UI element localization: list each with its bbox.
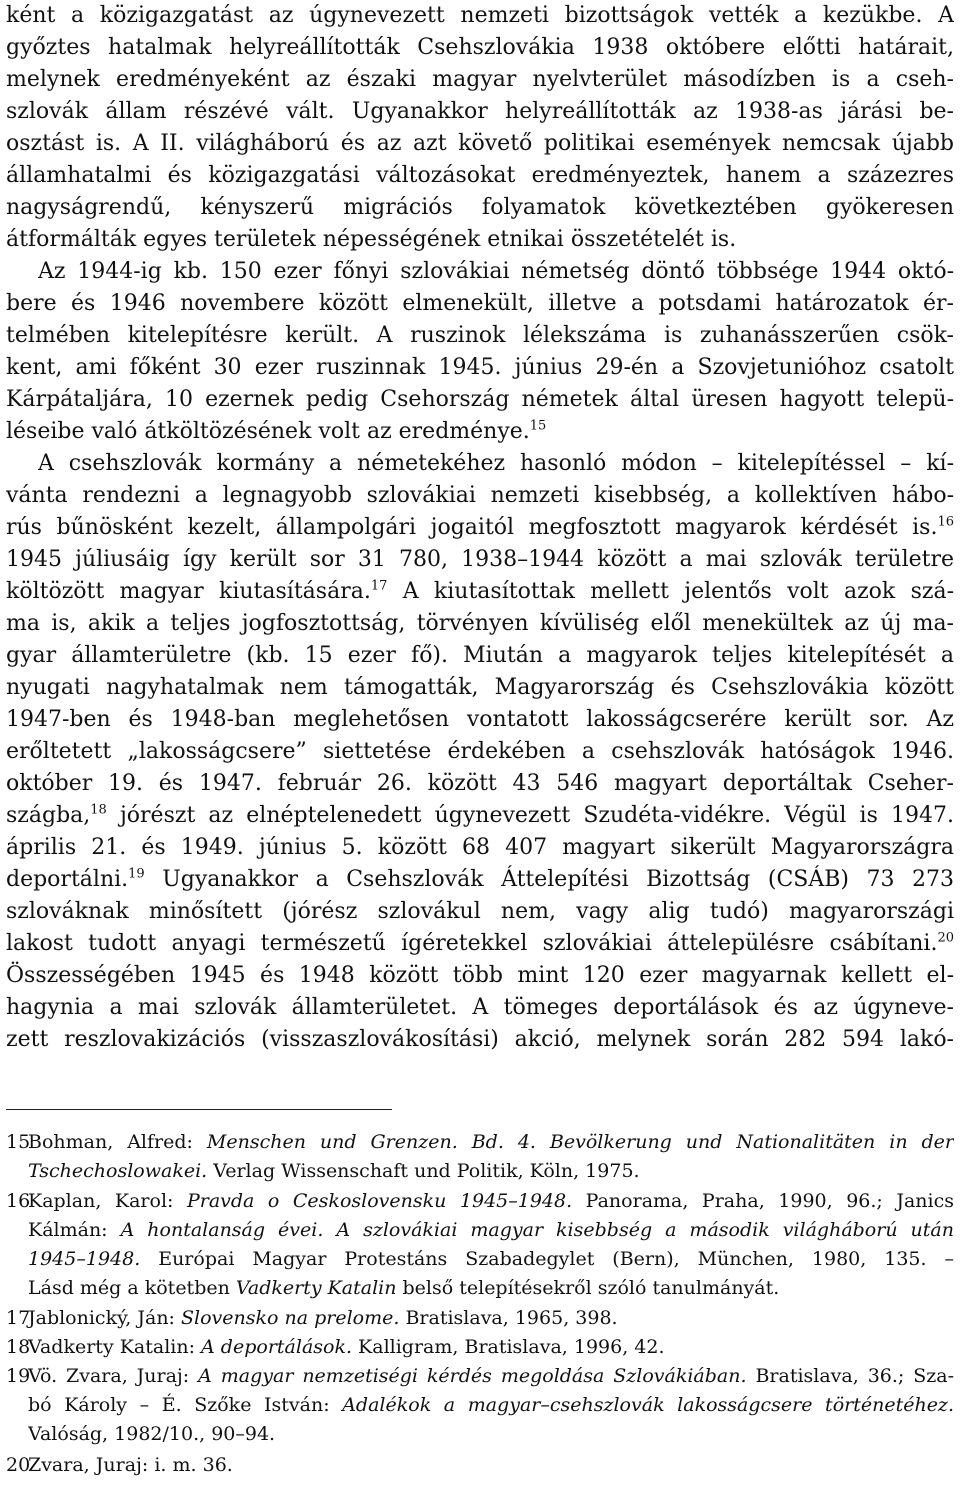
- footnote-title: A hontalanság évei. A szlovákiai magyar kisebbség a második világháború után: [120, 1219, 954, 1241]
- body-line: [6, 512, 954, 544]
- footnote-text: Kalligram, Bratislava, 1996, 42.: [352, 1336, 665, 1358]
- footnote-title: Pravda o Ceskoslovensku 1945–1948.: [186, 1190, 573, 1212]
- footnote-16-cont: [28, 1245, 954, 1274]
- body-line: [6, 576, 954, 608]
- footnote-number: 15: [6, 1131, 31, 1153]
- footnote-ref-15[interactable]: 15: [529, 418, 547, 434]
- footnote-ref-18[interactable]: 18: [90, 802, 107, 818]
- body-line-text: költözött magyar kiutasítására.: [6, 579, 371, 604]
- footnote-text: Kálmán:: [28, 1219, 121, 1241]
- footnote-17: [6, 1304, 954, 1333]
- footnote-title: Vadkerty Katalin: [235, 1277, 397, 1299]
- body-line: osztást is. A II. világháború és az azt követő politikai események nemcsak újabb: [6, 131, 954, 156]
- footnote-20: [6, 1451, 954, 1480]
- body-line: Kárpátaljára, 10 ezernek pedig Csehország németek által üresen hagyott telepü-: [6, 387, 954, 412]
- body-line: A csehszlovák kormány a németekéhez hasonló módon – kitelepítéssel – kí-: [38, 451, 954, 476]
- footnote-number: 17: [6, 1307, 31, 1329]
- footnote-text: Lásd még a kötetben: [28, 1277, 236, 1299]
- body-line: győztes hatalmak helyreállították Csehszlovákia 1938 októbere előtti határait,: [6, 35, 954, 60]
- footnote-ref-17[interactable]: 17: [370, 578, 388, 594]
- footnote-16-cont: [28, 1216, 954, 1245]
- body-line-text: A kiutasítottak mellett jelentős volt azok szá-: [387, 579, 954, 604]
- footnote-title: A deportálások.: [201, 1336, 353, 1358]
- footnote-text: Európai Magyar Protestáns Szabadegylet (Bern), München, 1980, 135. –: [140, 1248, 954, 1270]
- body-line: nagyságrendű, kényszerű migrációs folyamatok következtében gyökeresen: [6, 195, 954, 220]
- body-line: ként a közigazgatást az úgynevezett nemzeti bizottságok vették a kezükbe. A: [6, 3, 954, 28]
- footnote-text: belső telepítésekről szóló tanulmányát.: [396, 1277, 780, 1299]
- footnote-19: [6, 1362, 954, 1391]
- body-line: 1947-ben és 1948-ban meglehetősen vontatott lakosságcserére került sor. Az: [6, 707, 954, 732]
- body-line: hagynia a mai szlovák államterületet. A tömeges deportálások és az úgyneve-: [6, 995, 954, 1020]
- body-line: vánta rendezni a legnagyobb szlovákiai nemzeti kisebbség, a kollektíven hábo-: [6, 483, 954, 508]
- body-line: kent, ami főként 30 ezer ruszinnak 1945. június 29-én a Szovjetunióhoz csatolt: [6, 355, 954, 380]
- body-line-text: léseibe való átköltözésének volt az eredménye.: [6, 419, 530, 444]
- body-line: [6, 928, 954, 960]
- footnote-number: 18: [6, 1336, 31, 1358]
- footnote-text: Kaplan, Karol:: [28, 1190, 187, 1212]
- footnote-16: [6, 1187, 954, 1216]
- body-line-text: rús bűnösként kezelt, állampolgári jogaitól megfosztott magyarok kérdését is.: [6, 515, 938, 540]
- footnote-title: Slovensko na prelome.: [181, 1307, 400, 1329]
- footnote-text: Bratislava, 1965, 398.: [399, 1307, 618, 1329]
- body-line: telmében kitelepítésre került. A ruszinok lélekszáma is zuhanásszerűen csök-: [6, 323, 954, 348]
- body-line: Az 1944-ig kb. 150 ezer főnyi szlovákiai németség döntő többsége 1944 októ-: [38, 259, 954, 284]
- footnote-15-cont: [28, 1157, 954, 1186]
- footnote-number: 16: [6, 1190, 31, 1212]
- footnote-title: Adalékok a magyar–csehszlovák lakosságcsere történetéhez.: [342, 1394, 954, 1416]
- footnote-text: bó Károly – É. Szőke István:: [28, 1394, 343, 1416]
- body-line-text: szágba,: [6, 803, 91, 828]
- body-line-text: jórészt az elnéptelenedett úgynevezett Szudéta-vidékre. Végül is 1947.: [106, 803, 954, 828]
- body-line: [6, 416, 954, 448]
- body-line: bere és 1946 novembere között elmenekült, illetve a potsdami határozatok ér-: [6, 291, 954, 316]
- footnote-divider: [6, 1109, 392, 1110]
- footnote-text: Bohman, Alfred:: [28, 1131, 207, 1153]
- footnote-number: 19: [6, 1365, 31, 1387]
- body-line-text: Ugyanakkor a Csehszlovák Áttelepítési Bizottság (CSÁB) 73 273: [144, 867, 954, 892]
- footnote-title: Tschechoslowakei.: [28, 1160, 208, 1182]
- footnote-text: Panorama, Praha, 1990, 96.; Janics: [572, 1190, 954, 1212]
- body-line: ma is, akik a teljes jogfosztottság, törvényen kívüliség elől menekültek az új ma-: [6, 611, 954, 636]
- body-line: nyugati nagyhatalmak nem támogatták, Magyarország és Csehszlovákia között: [6, 675, 954, 700]
- footnote-text: Vadkerty Katalin:: [28, 1336, 202, 1358]
- footnote-title: A magyar nemzetiségi kérdés megoldása Szlovákiában.: [198, 1365, 747, 1387]
- body-line: államhatalmi és közigazgatási változásokat eredményeztek, hanem a százezres: [6, 163, 954, 188]
- body-line: zett reszlovakizációs (visszaszlovákosítási) akció, melynek során 282 594 lakó-: [6, 1027, 954, 1052]
- body-line: Összességében 1945 és 1948 között több mint 120 ezer magyarnak kellett el-: [6, 963, 954, 988]
- footnote-text: Zvara, Juraj: i. m. 36.: [28, 1454, 233, 1476]
- footnote-text: Verlag Wissenschaft und Politik, Köln, 1975.: [207, 1160, 640, 1182]
- footnote-ref-19[interactable]: 19: [128, 866, 145, 882]
- body-line: melynek eredményeként az északi magyar nyelvterület másodízben is a cseh-: [6, 67, 954, 92]
- footnote-18: [6, 1333, 954, 1362]
- body-line-text: lakost tudott anyagi természetű ígéretekkel szlovákiai áttelepülésre csábítani.: [6, 931, 938, 956]
- body-line: gyar államterületre (kb. 15 ezer fő). Miután a magyarok teljes kitelepítését a: [6, 643, 954, 668]
- footnote-ref-16[interactable]: 16: [937, 514, 954, 530]
- body-line: [6, 864, 954, 896]
- footnote-text: Bratislava, 36.; Sza-: [746, 1365, 954, 1387]
- footnote-title: 1945–1948.: [28, 1248, 141, 1270]
- body-line: [6, 800, 954, 832]
- body-line: szlováknak minősített (jórész szlovákul nem, vagy alig tudó) magyarországi: [6, 899, 954, 924]
- footnote-ref-20[interactable]: 20: [937, 930, 954, 946]
- body-line: szlovák állam részévé vált. Ugyanakkor helyreállították az 1938-as járási be-: [6, 99, 954, 124]
- footnote-text: Jablonický, Ján:: [28, 1307, 182, 1329]
- body-line: erőltetett „lakosságcsere” siettetése érdekében a csehszlovák hatóságok 1946.: [6, 739, 954, 764]
- footnote-16-cont: [28, 1274, 954, 1303]
- body-line-text: deportálni.: [6, 867, 129, 892]
- footnote-19-cont: Valóság, 1982/10., 90–94.: [28, 1423, 276, 1445]
- footnote-title: Menschen und Grenzen. Bd. 4. Bevölkerung und Nationalitäten in der: [206, 1131, 954, 1153]
- body-line: átformálták egyes területek népességének etnikai összetételét is.: [6, 227, 737, 252]
- body-line: október 19. és 1947. február 26. között 43 546 magyart deportáltak Cseher-: [6, 771, 954, 796]
- footnote-15: [6, 1128, 954, 1157]
- footnote-19-cont: [28, 1391, 954, 1420]
- body-line: 1945 júliusáig így került sor 31 780, 1938–1944 között a mai szlovák területre: [6, 547, 954, 572]
- footnote-text: Vö. Zvara, Juraj:: [28, 1365, 199, 1387]
- footnote-number: 20: [6, 1454, 31, 1476]
- body-line: április 21. és 1949. június 5. között 68 407 magyart sikerült Magyarországra: [6, 835, 954, 860]
